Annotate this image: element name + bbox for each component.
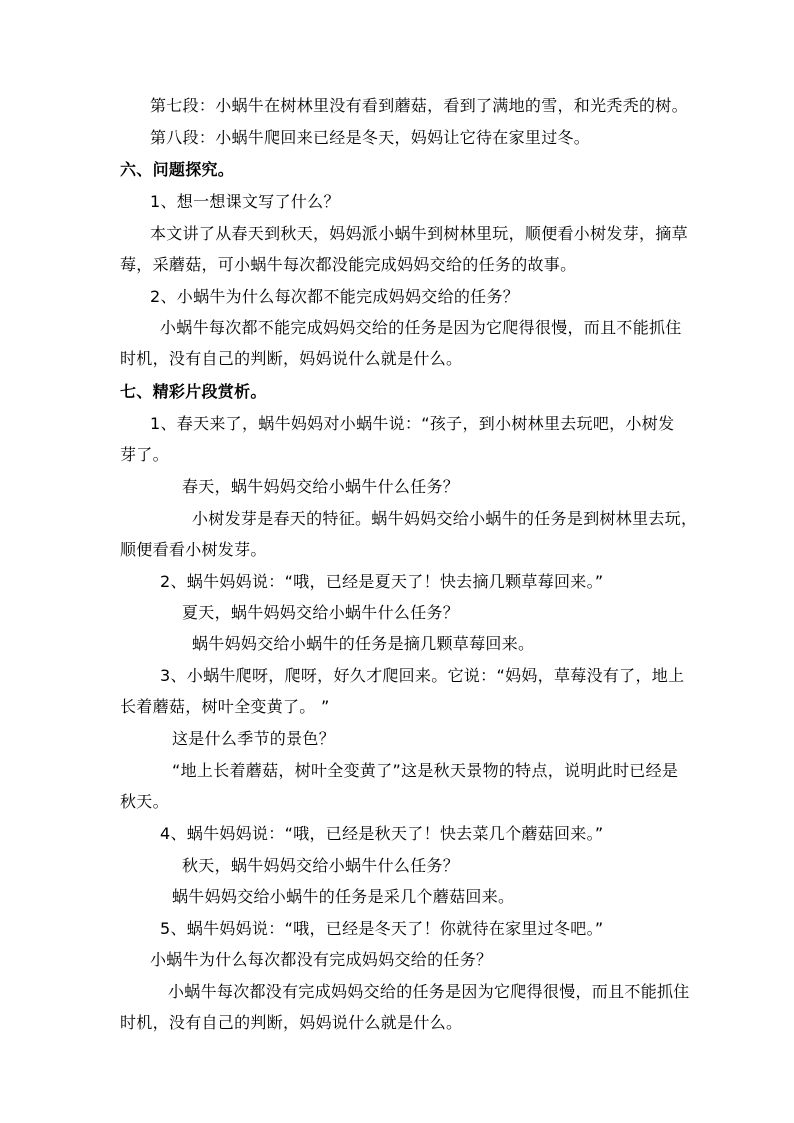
- section-heading: 六、问题探究。: [120, 160, 235, 179]
- text-line: 顺便看看小树发芽。: [120, 540, 267, 559]
- text-line: 莓，采蘑菇，可小蜗牛每次都没能完成妈妈交给的任务的故事。: [120, 255, 577, 274]
- text-line: 蜗牛妈妈交给小蜗牛的任务是采几个蘑菇回来。: [172, 887, 515, 906]
- text-line: 本文讲了从春天到秋天，妈妈派小蜗牛到树林里玩，顺便看小树发芽，摘草: [150, 224, 688, 243]
- text-line: 时机，没有自己的判断，妈妈说什么就是什么。: [120, 1013, 463, 1032]
- text-line: 小蜗牛每次都不能完成妈妈交给的任务是因为它爬得很慢，而且不能抓住: [160, 318, 682, 337]
- question-line: 1、想一想课文写了什么？: [150, 192, 340, 211]
- text-line: 4、蜗牛妈妈说：“哦，已经是秋天了！快去菜几个蘑菇回来。”: [160, 824, 604, 843]
- section-heading: 七、精彩片段赏析。: [120, 382, 267, 401]
- text-line: “地上长着蘑菇，树叶全变黄了”这是秋天景物的特点，说明此时已经是: [172, 761, 679, 780]
- text-line: 3、小蜗牛爬呀，爬呀，好久才爬回来。它说：“妈妈，草莓没有了，地上: [160, 666, 685, 685]
- text-line: 小树发芽是春天的特征。蜗牛妈妈交给小蜗牛的任务是到树林里去玩，: [192, 509, 698, 528]
- question-line: 这是什么季节的景色？: [172, 729, 336, 748]
- question-line: 小蜗牛为什么每次都没有完成妈妈交给的任务？: [150, 950, 493, 969]
- text-line: 1、春天来了，蜗牛妈妈对小蜗牛说：“孩子，到小树林里去玩吧，小树发: [150, 414, 675, 433]
- text-line: 芽了。: [120, 445, 169, 464]
- text-line: 2、蜗牛妈妈说：“哦，已经是夏天了！快去摘几颗草莓回来。”: [160, 572, 604, 591]
- text-line: 5、蜗牛妈妈说：“哦，已经是冬天了！你就待在家里过冬吧。”: [160, 919, 604, 938]
- question-line: 春天，蜗牛妈妈交给小蜗牛什么任务？: [182, 477, 460, 496]
- text-line: 秋天。: [120, 792, 169, 811]
- question-line: 夏天，蜗牛妈妈交给小蜗牛什么任务？: [182, 603, 460, 622]
- text-line: 小蜗牛每次都没有完成妈妈交给的任务是因为它爬得很慢，而且不能抓住: [168, 982, 690, 1001]
- text-line: 第七段：小蜗牛在树林里没有看到蘑菇，看到了满地的雪，和光秃秃的树。: [150, 96, 688, 115]
- text-line: 时机，没有自己的判断，妈妈说什么就是什么。: [120, 349, 463, 368]
- text-line: 蜗牛妈妈交给小蜗牛的任务是摘几颗草莓回来。: [192, 634, 535, 653]
- text-line: 长着蘑菇，树叶全变黄了。 ”: [120, 697, 330, 716]
- question-line: 秋天，蜗牛妈妈交给小蜗牛什么任务？: [182, 856, 460, 875]
- question-line: 2、小蜗牛为什么每次都不能完成妈妈交给的任务？: [150, 287, 520, 306]
- text-line: 第八段：小蜗牛爬回来已经是冬天，妈妈让它待在家里过冬。: [150, 128, 591, 147]
